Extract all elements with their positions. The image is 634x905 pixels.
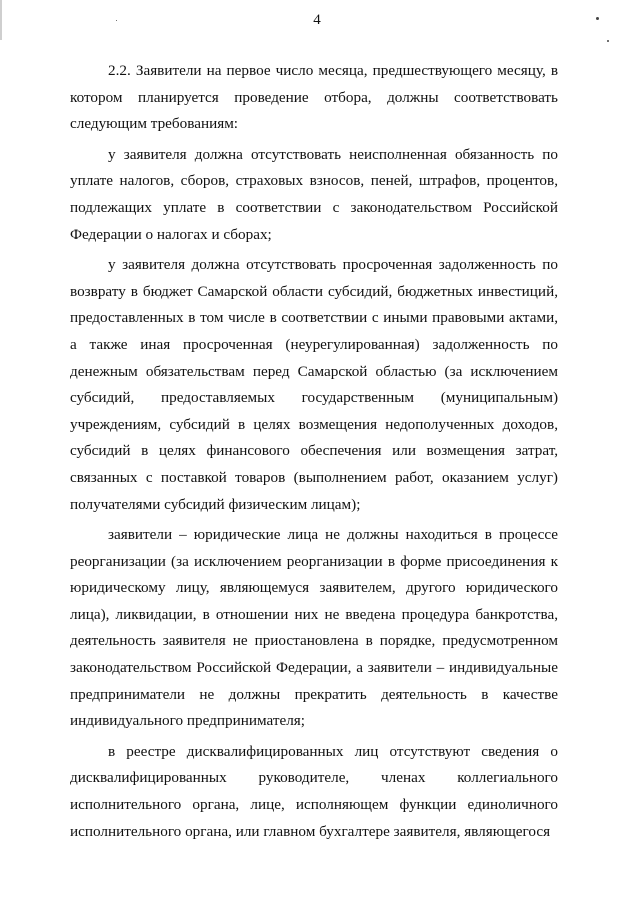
paragraph-overdue-debt: у заявителя должна отсутствовать просроченная задолженность по возврату в бюджет Самарской области субсидий, бюджетных инвестиций, предоставленных в том числе в соответствии с иными правовыми актами, а также иная просроченная (неурегулированная) задолженность по денежным обязательствам перед Самарской областью (за исключением субсидий, предоставляемых государственным (муниципальным) учреждениям, субсидий в целях возмещения недополученных доходов, субсидий в целях финансового обеспечения или возмещения затрат, связанных с поставкой товаров (выполнением работ, оказанием услуг) получателями субсидий физическим лицам); [70, 256, 558, 513]
scan-speck [607, 40, 609, 42]
paragraph-tax-obligation: у заявителя должна отсутствовать неисполненная обязанность по уплате налогов, сборов, страховых взносов, пеней, штрафов, процентов, подлежащих уплате в соответствии с законодательством Российской Федерации о налогах и сборах; [70, 145, 558, 243]
document-body [70, 58, 558, 849]
paragraph-disqualified-registry: в реестре дисквалифицированных лиц отсутствуют сведения о дисквалифицированных руководителе, членах коллегиального исполнительного органа, лице, исполняющем функции единоличного исполнительного органа, или главном бухгалтере заявителя, являющегося [70, 742, 558, 840]
page-number: 4 [313, 12, 321, 28]
paragraph-reorganization: заявители – юридические лица не должны находиться в процессе реорганизации (за исключением реорганизации в форме присоединения к юридическому лицу, являющемуся заявителем, другого юридического лица), ликвидации, в отношении них не введена процедура банкротства, деятельность заявителя не приостановлена в порядке, предусмотренном законодательством Российской Федерации, а заявители – индивидуальные предприниматели не должны прекратить деятельность в качестве индивидуального предпринимателя; [70, 526, 558, 730]
paragraph-2-2: 2.2. Заявители на первое число месяца, предшествующего месяцу, в котором планируется проведение отбора, должны соответствовать следующим требованиям: [70, 62, 558, 133]
